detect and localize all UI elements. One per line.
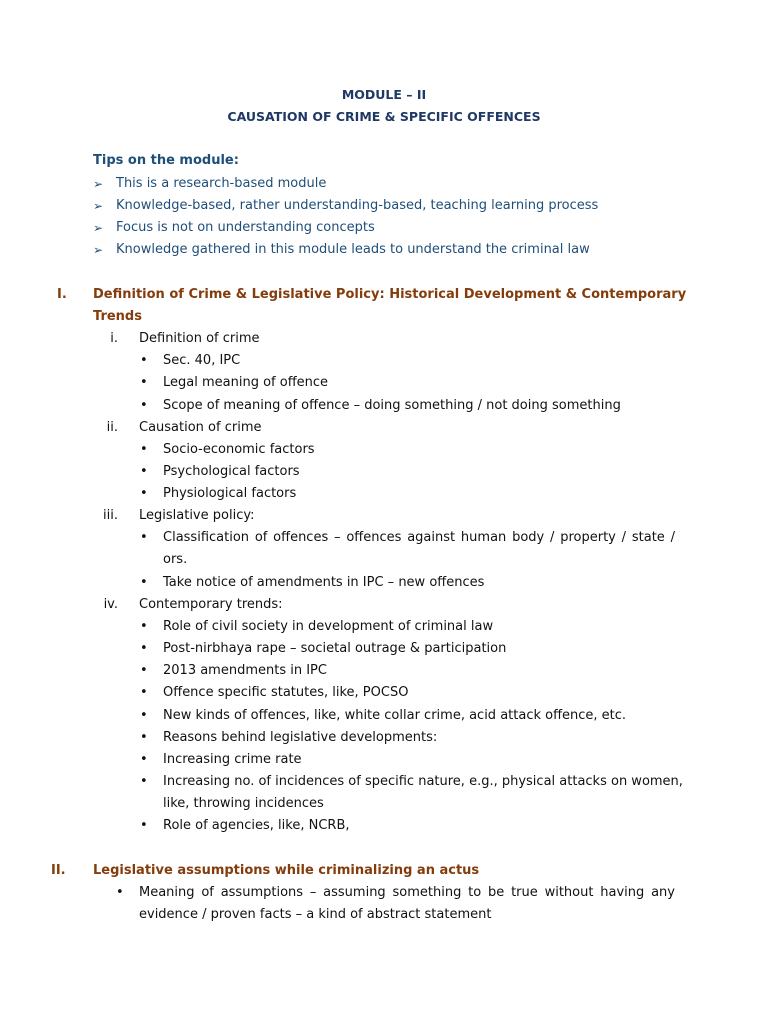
module-subtitle: CAUSATION OF CRIME & SPECIFIC OFFENCES bbox=[227, 109, 541, 124]
list-item: Meaning of assumptions – assuming something to be true without having any bbox=[139, 885, 675, 900]
list-item: Increasing crime rate bbox=[163, 752, 302, 767]
subsection-label: Causation of crime bbox=[139, 420, 262, 435]
subsection-numeral: iii. bbox=[103, 508, 118, 523]
subsection-numeral: i. bbox=[110, 331, 118, 346]
subsection-label: Contemporary trends: bbox=[139, 597, 283, 612]
bullet-icon: • bbox=[140, 486, 148, 501]
subsection-label: Legislative policy: bbox=[139, 508, 255, 523]
list-item: Scope of meaning of offence – doing something / not doing something bbox=[163, 398, 621, 413]
list-item: Socio-economic factors bbox=[163, 442, 315, 457]
list-item-continued: evidence / proven facts – a kind of abstract statement bbox=[139, 907, 492, 922]
arrow-bullet-icon: ➢ bbox=[93, 177, 104, 191]
list-item: Psychological factors bbox=[163, 464, 300, 479]
bullet-icon: • bbox=[140, 685, 148, 700]
list-item: Legal meaning of offence bbox=[163, 375, 329, 390]
bullet-icon: • bbox=[140, 442, 148, 457]
bullet-icon: • bbox=[140, 575, 148, 590]
tip-item: This is a research-based module bbox=[116, 176, 327, 191]
bullet-icon: • bbox=[140, 464, 148, 479]
list-item: Role of agencies, like, NCRB, bbox=[163, 818, 350, 833]
bullet-icon: • bbox=[140, 398, 148, 413]
list-item-continued: ors. bbox=[163, 552, 188, 567]
bullet-icon: • bbox=[140, 641, 148, 656]
bullet-icon: • bbox=[140, 730, 148, 745]
section-title: Definition of Crime & Legislative Policy: Historical Development & Contemporary bbox=[93, 287, 687, 302]
tips-heading: Tips on the module: bbox=[93, 153, 239, 168]
bullet-icon: • bbox=[140, 619, 148, 634]
module-title: MODULE – II bbox=[341, 87, 427, 102]
arrow-bullet-icon: ➢ bbox=[93, 221, 104, 235]
bullet-icon: • bbox=[140, 752, 148, 767]
list-item: Role of civil society in development of criminal law bbox=[163, 619, 494, 634]
list-item: Increasing no. of incidences of specific nature, e.g., physical attacks on women, bbox=[163, 774, 683, 789]
list-item: Reasons behind legislative developments: bbox=[163, 730, 438, 745]
section-number: I. bbox=[57, 287, 67, 302]
list-item: Offence specific statutes, like, POCSO bbox=[163, 685, 409, 700]
list-item: Take notice of amendments in IPC – new offences bbox=[163, 575, 485, 590]
list-item: Physiological factors bbox=[163, 486, 297, 501]
subsection-numeral: iv. bbox=[103, 597, 118, 612]
bullet-icon: • bbox=[140, 530, 148, 545]
arrow-bullet-icon: ➢ bbox=[93, 243, 104, 257]
arrow-bullet-icon: ➢ bbox=[93, 199, 104, 213]
subsection-numeral: ii. bbox=[106, 420, 118, 435]
section-title-continued: Trends bbox=[93, 309, 142, 324]
section-title: Legislative assumptions while criminalizing an actus bbox=[93, 863, 480, 878]
tip-item: Knowledge gathered in this module leads to understand the criminal law bbox=[116, 242, 590, 257]
list-item: New kinds of offences, like, white collar crime, acid attack offence, etc. bbox=[163, 708, 627, 723]
bullet-icon: • bbox=[140, 663, 148, 678]
bullet-icon: • bbox=[116, 885, 124, 900]
bullet-icon: • bbox=[140, 818, 148, 833]
bullet-icon: • bbox=[140, 375, 148, 390]
list-item: Sec. 40, IPC bbox=[163, 353, 241, 368]
list-item: 2013 amendments in IPC bbox=[163, 663, 327, 678]
list-item: Post-nirbhaya rape – societal outrage & participation bbox=[163, 641, 507, 656]
tip-item: Knowledge-based, rather understanding-based, teaching learning process bbox=[116, 198, 599, 213]
section-number: II. bbox=[51, 863, 66, 878]
list-item: Classification of offences – offences against human body / property / state / bbox=[163, 530, 675, 545]
tip-item: Focus is not on understanding concepts bbox=[116, 220, 375, 235]
bullet-icon: • bbox=[140, 708, 148, 723]
bullet-icon: • bbox=[140, 774, 148, 789]
bullet-icon: • bbox=[140, 353, 148, 368]
subsection-label: Definition of crime bbox=[139, 331, 260, 346]
list-item-continued: like, throwing incidences bbox=[163, 796, 324, 811]
